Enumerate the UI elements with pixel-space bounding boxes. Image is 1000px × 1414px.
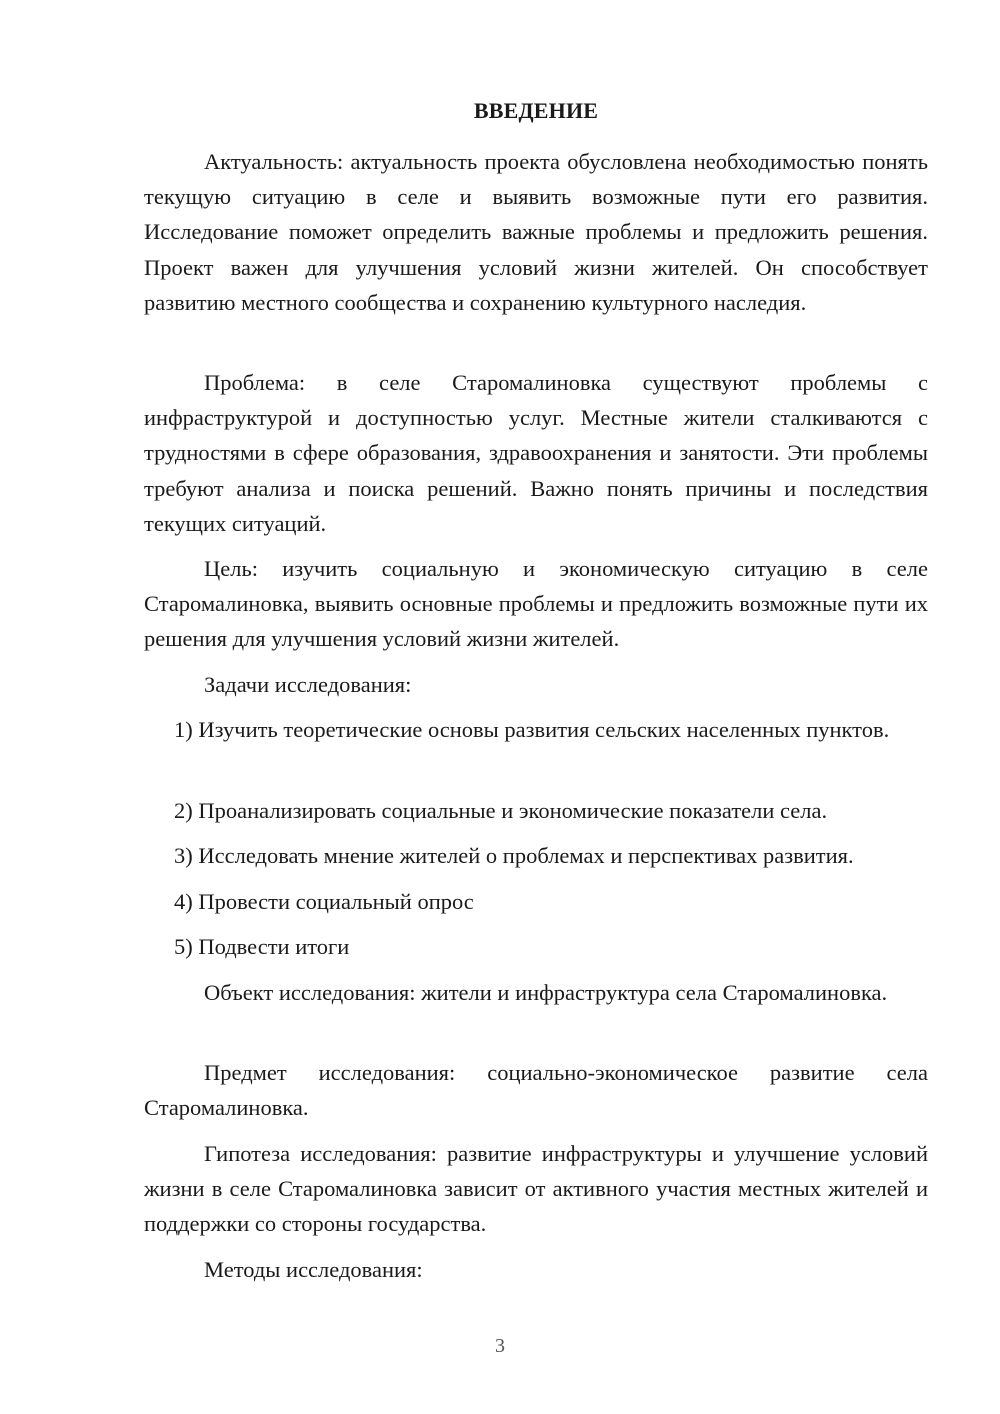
task-item-5: 5) Подвести итоги <box>174 934 350 959</box>
page-title: ВВЕДЕНИЕ <box>473 98 599 123</box>
task-item-1: 1) Изучить теоретические основы развития сельских населенных пунктов. <box>174 717 890 742</box>
task-item-4: 4) Провести социальный опрос <box>174 889 474 914</box>
paragraph-subject: Предмет исследования: социально-экономическое развитие села Старомалиновка. <box>144 1060 928 1121</box>
paragraph-relevance: Актуальность: актуальность проекта обусловлена необходимостью понять текущую ситуацию в селе и выявить возможные пути его развития. Исследование поможет определить важные проблемы и предложить решения. Проект важен для улучшения условий жизни жителей. Он способствует развитию местного сообщества и сохранению культурного наследия. <box>144 149 928 315</box>
page-number: 3 <box>495 1335 505 1357</box>
paragraph-object: Объект исследования: жители и инфраструктура села Старомалиновка. <box>204 980 888 1005</box>
paragraph-goal: Цель: изучить социальную и экономическую ситуацию в селе Старомалиновка, выявить основные проблемы и предложить возможные пути их решения для улучшения условий жизни жителей. <box>144 556 928 652</box>
task-item-2: 2) Проанализировать социальные и экономические показатели села. <box>174 798 828 823</box>
task-item-3: 3) Исследовать мнение жителей о проблемах и перспективах развития. <box>174 843 854 868</box>
paragraph-methods-heading: Методы исследования: <box>204 1257 423 1282</box>
paragraph-hypothesis: Гипотеза исследования: развитие инфраструктуры и улучшение условий жизни в селе Старомалиновка зависит от активного участия местных жителей и поддержки со стороны государства. <box>144 1141 928 1237</box>
paragraph-tasks-heading: Задачи исследования: <box>204 672 412 697</box>
paragraph-problem: Проблема: в селе Старомалиновка существуют проблемы с инфраструктурой и доступностью услуг. Местные жители сталкиваются с трудностями в сфере образования, здравоохранения и занятости. Эти проблемы требуют анализа и поиска решений. Важно понять причины и последствия текущих ситуаций. <box>144 370 928 536</box>
